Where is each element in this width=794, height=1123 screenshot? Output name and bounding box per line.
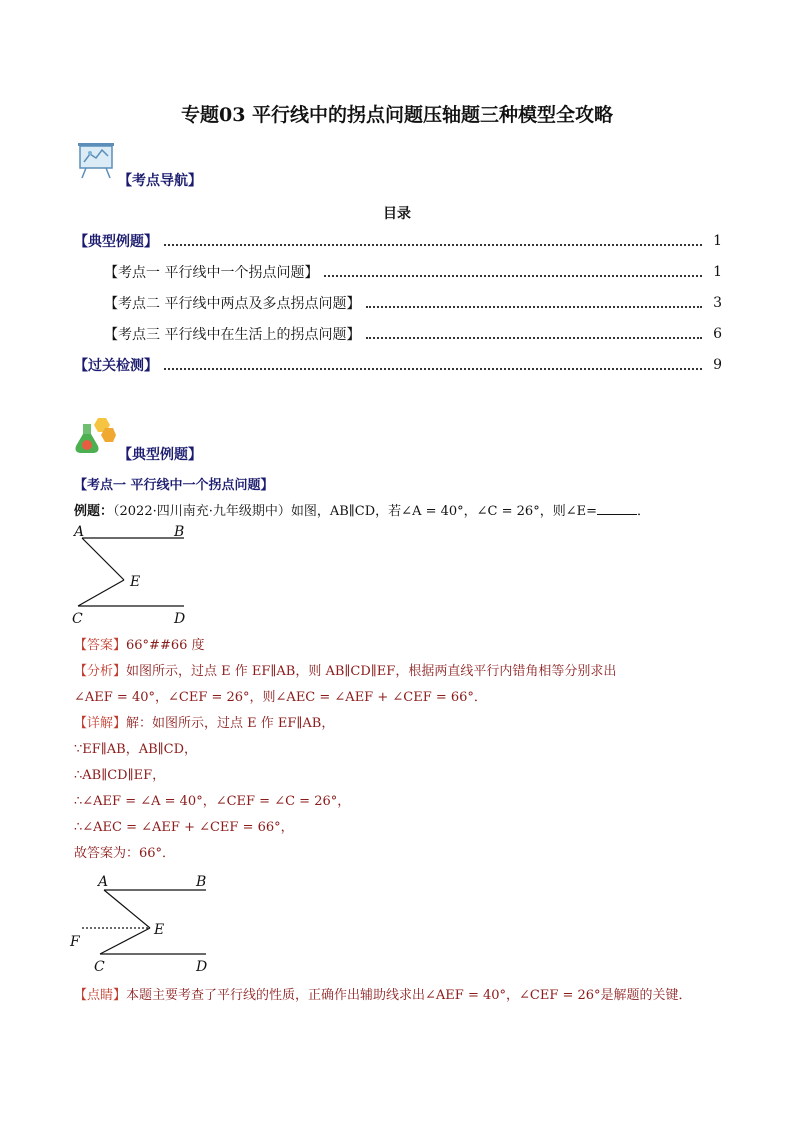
- toc-heading: 目录: [383, 206, 411, 222]
- detail-tag: 【详解】: [74, 716, 127, 731]
- toc-row-label: 【考点一 平行线中一个拐点问题】: [104, 265, 319, 281]
- label-f: F: [70, 934, 80, 950]
- label-b: B: [196, 874, 207, 890]
- answer-line: [74, 634, 205, 653]
- detail-line-4: ∴∠AEF = ∠A = 40°，∠CEF = ∠C = 26°，: [74, 794, 351, 809]
- toc-leader-dots: [164, 360, 702, 370]
- toc-row[interactable]: [104, 293, 722, 313]
- toc-row-page: 9: [713, 357, 722, 373]
- label-c: C: [94, 959, 105, 975]
- toc-row[interactable]: [104, 262, 722, 282]
- toc-row-page: 6: [713, 326, 722, 342]
- label-e: E: [130, 574, 141, 590]
- line-ec: [78, 580, 124, 606]
- line-ae: [104, 890, 150, 928]
- detail-line-1: [74, 712, 334, 731]
- nav-label: 【考点导航】: [118, 173, 202, 189]
- toc-leader-dots: [164, 236, 702, 246]
- toc-row-label: 【典型例题】: [74, 234, 158, 250]
- label-d: D: [196, 959, 208, 975]
- toc-leader-dots: [324, 267, 702, 277]
- detail-line-5: ∴∠AEC = ∠AEF + ∠CEF = 66°，: [74, 820, 294, 835]
- comment-line: [74, 984, 692, 1003]
- analysis-line-2: ∠AEF = 40°，∠CEF = 26°，则∠AEC = ∠AEF + ∠CEF = 66°．: [74, 690, 487, 705]
- toc-row[interactable]: [74, 355, 722, 375]
- flask-hexagon-icon: [72, 416, 116, 456]
- analysis-line-1: [74, 660, 616, 679]
- toc-row[interactable]: [74, 231, 722, 251]
- analysis-text-1: 如图所示，过点 E 作 EF∥AB，则 AB∥CD∥EF，根据两直线平行内错角相等分别求出: [126, 664, 617, 679]
- page-title: 专题03 平行线中的拐点问题压轴题三种模型全攻略: [180, 104, 614, 126]
- toc-row[interactable]: [104, 324, 722, 344]
- classroom-board-icon: [76, 140, 116, 180]
- label-a: A: [74, 524, 85, 540]
- detail-line-2: ∵EF∥AB，AB∥CD，: [74, 742, 198, 757]
- detail-text-1: 解：如图所示，过点 E 作 EF∥AB，: [126, 716, 335, 731]
- label-c: C: [72, 611, 83, 627]
- example-prefix: 例题：: [74, 504, 114, 519]
- example-question: [74, 500, 650, 519]
- line-ae: [82, 538, 124, 580]
- comment-tag: 【点睛】: [74, 988, 127, 1003]
- toc-leader-dots: [366, 298, 702, 308]
- answer-text: 66°##66 度: [126, 638, 205, 653]
- analysis-tag: 【分析】: [74, 664, 127, 679]
- toc-row-label: 【过关检测】: [74, 358, 158, 374]
- answer-tag: 【答案】: [74, 638, 127, 653]
- figure-1: [68, 522, 198, 628]
- toc-row-page: 3: [713, 295, 722, 311]
- example-text: （2022·四川南充·九年级期中）如图，AB∥CD，若∠A = 40°，∠C = 26°，则∠E=: [113, 504, 597, 519]
- toc-row-label: 【考点二 平行线中两点及多点拐点问题】: [104, 296, 361, 312]
- label-a: A: [98, 874, 109, 890]
- toc-row-page: 1: [713, 233, 722, 249]
- label-b: B: [174, 524, 185, 540]
- toc-row-label: 【考点三 平行线中在生活上的拐点问题】: [104, 327, 361, 343]
- example-suffix: ．: [636, 504, 650, 519]
- toc-leader-dots: [366, 329, 702, 339]
- label-d: D: [174, 611, 186, 627]
- section-label: 【典型例题】: [118, 447, 202, 463]
- answer-blank: [597, 502, 637, 515]
- toc-row-page: 1: [713, 264, 722, 280]
- kaodian-heading: 【考点一 平行线中一个拐点问题】: [74, 478, 274, 493]
- label-e: E: [154, 922, 165, 938]
- figure-2: [66, 868, 216, 976]
- comment-text: 本题主要考查了平行线的性质，正确作出辅助线求出∠AEF = 40°，∠CEF = 26°是解题的关键．: [126, 988, 692, 1003]
- detail-line-6: 故答案为：66°．: [74, 846, 176, 861]
- line-ec: [100, 928, 150, 954]
- detail-line-3: ∴AB∥CD∥EF，: [74, 768, 166, 783]
